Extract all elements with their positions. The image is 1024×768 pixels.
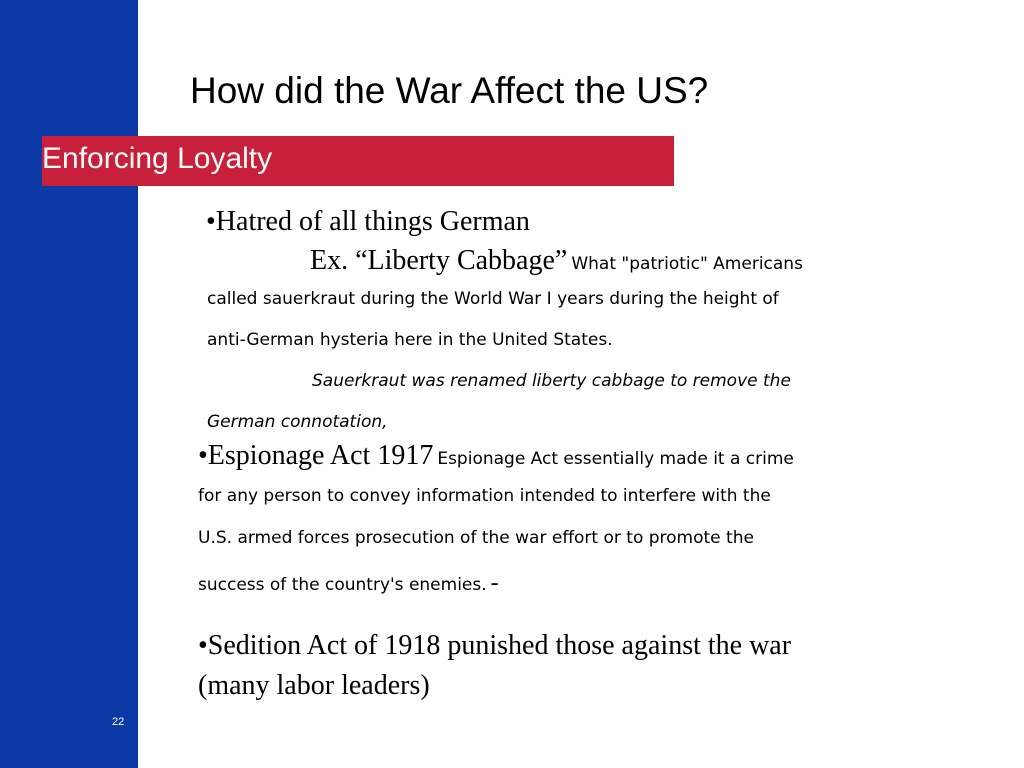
dash-mark: - [490, 570, 499, 596]
espionage-note-start: Espionage Act essentially made it a crime [437, 449, 794, 469]
slide-title: How did the War Affect the US? [190, 70, 709, 111]
espionage-note-line: for any person to convey information intended to interfere with the [198, 486, 771, 506]
italic-note-line: German connotation, [207, 412, 388, 432]
espionage-note-line: success of the country's enemies. [198, 575, 487, 595]
bullet-hatred: •Hatred of all things German [206, 206, 530, 237]
bullet-sedition: •Sedition Act of 1918 punished those against the war [198, 630, 792, 661]
bullet-espionage [198, 440, 794, 472]
espionage-note-end [198, 570, 499, 597]
section-banner-text: Enforcing Loyalty [42, 142, 273, 175]
espionage-note-line: U.S. armed forces prosecution of the war effort or to promote the [198, 528, 754, 548]
sidebar-band [0, 0, 138, 768]
example-note-line: called sauerkraut during the World War I years during the height of [207, 289, 779, 309]
espionage-heading: •Espionage Act 1917 [198, 440, 434, 471]
sedition-line: (many labor leaders) [198, 670, 430, 701]
example-note-line: anti-German hysteria here in the United States. [207, 330, 613, 350]
page-number: 22 [112, 716, 125, 728]
italic-note-line: Sauerkraut was renamed liberty cabbage to remove the [312, 371, 791, 391]
example-label: Ex. “Liberty Cabbage” [310, 245, 568, 276]
example-line [310, 245, 803, 277]
section-banner [42, 136, 674, 186]
example-note-start: What "patriotic" Americans [571, 254, 803, 274]
